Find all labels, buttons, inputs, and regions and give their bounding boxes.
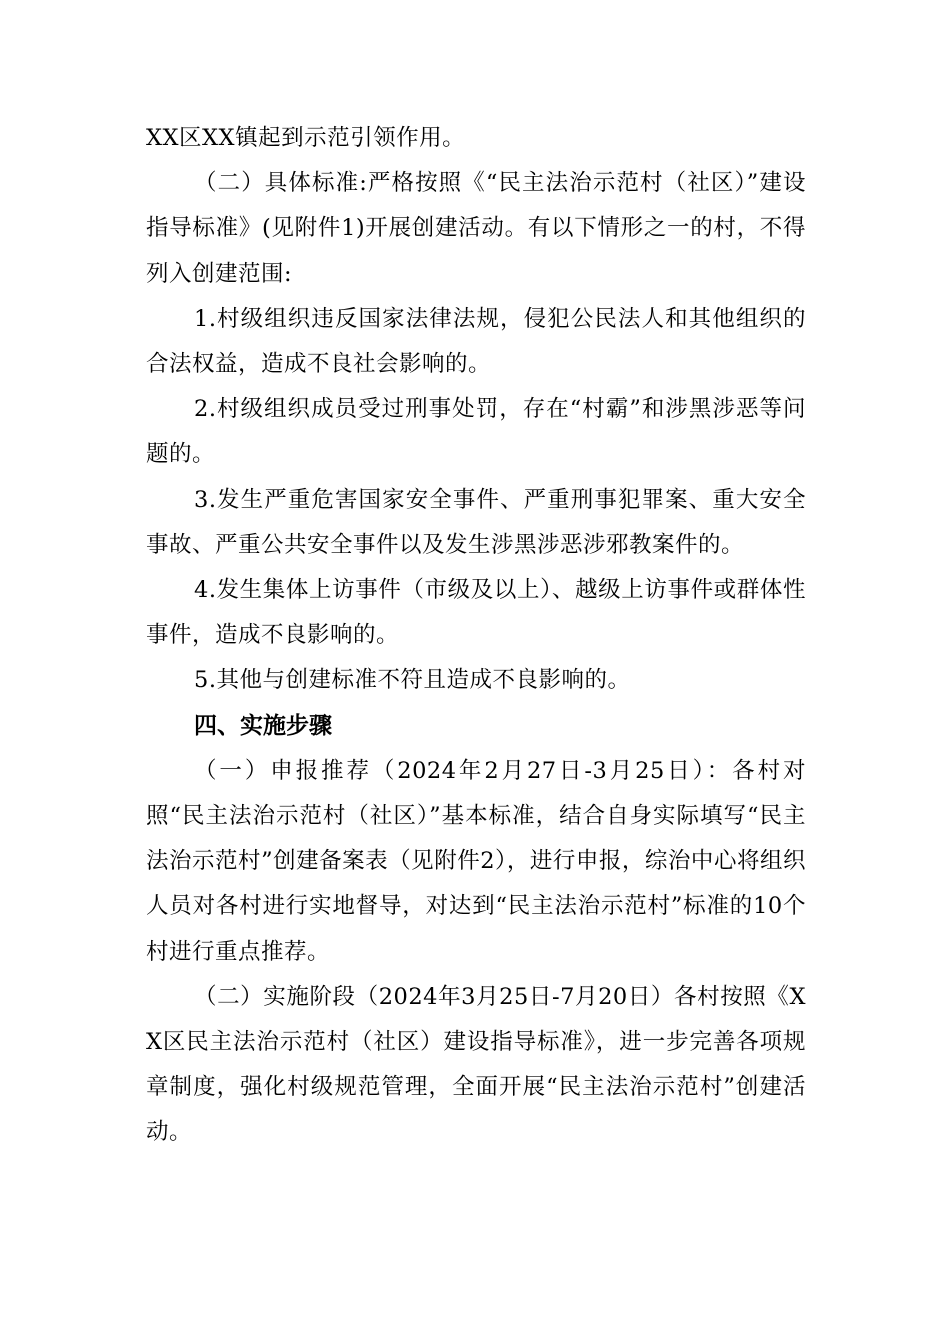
list-item-1: 1.村级组织违反国家法律法规，侵犯公民法人和其他组织的合法权益，造成不良社会影响的。	[146, 305, 806, 378]
list-item-5: 5.其他与创建标准不符且造成不良影响的。	[194, 667, 631, 694]
section-heading-implementation-steps: 四、实施步骤	[194, 712, 332, 739]
paragraph-specific-standards: （二）具体标准:严格按照《“民主法治示范村（社区）”建设指导标准》(见附件1)开展创建活动。有以下情形之一的村，不得列入创建范围:	[146, 170, 806, 287]
list-item-3: 3.发生严重危害国家安全事件、严重刑事犯罪案、重大安全事故、严重公共安全事件以及发生涉黑涉恶涉邪教案件的。	[146, 486, 806, 558]
list-item-4: 4.发生集体上访事件（市级及以上）、越级上访事件或群体性事件，造成不良影响的。	[146, 577, 806, 649]
paragraph-application-recommendation: （一）申报推荐（2024年2月27日-3月25日）：各村对照“民主法治示范村（社区）”基本标准，结合自身实际填写“民主法治示范村”创建备案表（见附件2），进行申报，综治中心将组织人员对各村进行实地督导，对达到“民主法治示范村”标准的10个村进行重点推荐。	[146, 757, 806, 965]
paragraph-implementation-stage: （二）实施阶段（2024年3月25日-7月20日）各村按照《XX区民主法治示范村（社区）建设指导标准》，进一步完善各项规章制度，强化村级规范管理，全面开展“民主法治示范村”创建活动。	[146, 983, 806, 1146]
list-item-2: 2.村级组织成员受过刑事处罚，存在“村霸”和涉黑涉恶等问题的。	[146, 396, 806, 468]
document-page	[146, 116, 806, 1156]
paragraph-continuation: XX区XX镇起到示范引领作用。	[146, 125, 466, 151]
